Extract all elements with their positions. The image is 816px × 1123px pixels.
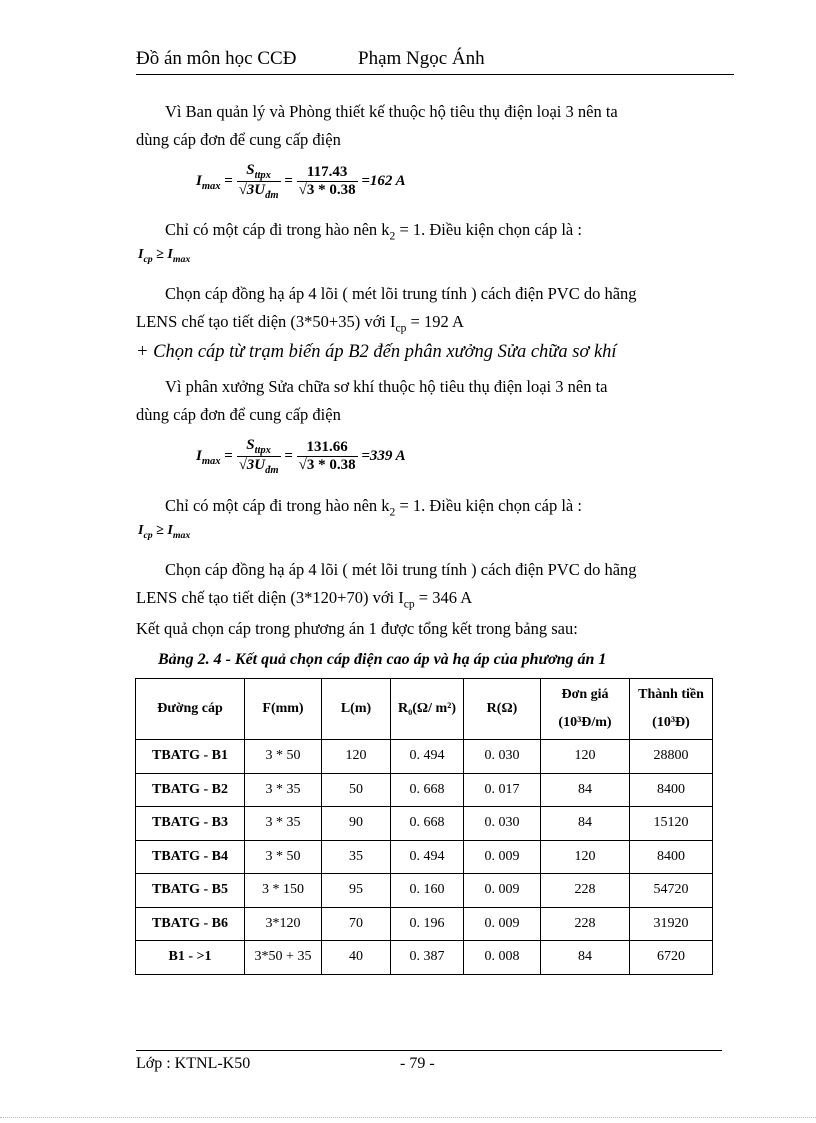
paragraph-line: dùng cáp đơn để cung cấp điện: [136, 405, 341, 424]
header-course: Đồ án môn học CCĐ: [136, 48, 297, 69]
formula-result: =162 A: [361, 172, 406, 189]
fraction-numeric: $\frac{117.43}{√3 * 0.38}$: [298, 164, 356, 198]
col-header: L(m): [322, 679, 391, 740]
formula-result: =339 A: [361, 447, 406, 464]
page-edge-divider: [0, 1117, 816, 1118]
col-header: R₀(Ω/ m²): [391, 679, 464, 740]
paragraph-line: Vì Ban quản lý và Phòng thiết kế thuộc hộ tiêu thụ điện loại 3 nên ta: [165, 102, 618, 121]
col-header: Đơn giá (10³Đ/m): [541, 679, 630, 740]
page-footer: [136, 1050, 722, 1072]
fraction-numeric: $\frac{131.66}{√3 * 0.38}$: [298, 439, 356, 473]
section-heading: + Chọn cáp từ trạm biến áp B2 đến phân xưởng Sửa chữa sơ khí: [136, 342, 617, 362]
col-header: R(Ω): [464, 679, 541, 740]
col-header: Đường cáp: [136, 679, 245, 740]
header-author: Phạm Ngọc Ánh: [358, 48, 485, 69]
formula-current-2: $I_{max}$ = $\frac{S_{ttpx}}{√3U_{đm}}$ = $\frac{131.66}{√3 * 0.38}$ =339 A: [196, 437, 406, 476]
summary-line: Kết quả chọn cáp trong phương án 1 được tổng kết trong bảng sau:: [136, 619, 578, 638]
table-row: TBATG - B2 3 * 35 50 0. 668 0. 017 84 8400: [136, 773, 713, 807]
table-row: TBATG - B4 3 * 50 35 0. 494 0. 009 120 8400: [136, 840, 713, 874]
page-number: - 79 -: [400, 1055, 435, 1072]
inequality: $I_{cp} \ge I_{max}$: [138, 523, 191, 541]
footer-class: Lớp : KTNL-K50: [136, 1055, 251, 1072]
table-caption: Bảng 2. 4 - Kết quả chọn cáp điện cao áp và hạ áp của phương án 1: [158, 651, 607, 668]
page-header: [136, 48, 734, 75]
formula-current-1: $I_{max}$ = $\frac{S_{ttpx}}{√3U_{đm}}$ = $\frac{117.43}{√3 * 0.38}$ =162 A: [196, 162, 406, 201]
fraction-symbolic: $\frac{S_{ttpx}}{√3U_{đm}}$: [238, 162, 279, 201]
table-row: TBATG - B6 3*120 70 0. 196 0. 009 228 31920: [136, 907, 713, 941]
paragraph-line: Chọn cáp đồng hạ áp 4 lõi ( mét lõi trung tính ) cách điện PVC do hãng: [165, 560, 637, 579]
inequality: $I_{cp} \ge I_{max}$: [138, 247, 191, 265]
table-row: TBATG - B5 3 * 150 95 0. 160 0. 009 228 54720: [136, 874, 713, 908]
condition-line: Chỉ có một cáp đi trong hào nên $k_2 = 1$. Điều kiện chọn cáp là :: [165, 220, 582, 243]
table-header-row: [136, 679, 713, 740]
col-header: F(mm): [245, 679, 322, 740]
fraction-symbolic: $\frac{S_{ttpx}}{√3U_{đm}}$: [238, 437, 279, 476]
table-row: B1 - >1 3*50 + 35 40 0. 387 0. 008 84 6720: [136, 941, 713, 975]
paragraph-line: Chọn cáp đồng hạ áp 4 lõi ( mét lõi trung tính ) cách điện PVC do hãng: [165, 284, 637, 303]
col-header: Thành tiền (10³Đ): [630, 679, 713, 740]
paragraph-line: dùng cáp đơn để cung cấp điện: [136, 130, 341, 149]
results-table: [135, 678, 713, 975]
paragraph-line: Vì phân xưởng Sửa chữa sơ khí thuộc hộ tiêu thụ điện loại 3 nên ta: [165, 377, 608, 396]
table-row: TBATG - B3 3 * 35 90 0. 668 0. 030 84 15120: [136, 807, 713, 841]
table-row: TBATG - B1 3 * 50 120 0. 494 0. 030 120 28800: [136, 740, 713, 774]
condition-line: Chỉ có một cáp đi trong hào nên $k_2 = 1$. Điều kiện chọn cáp là :: [165, 496, 582, 519]
paragraph-line: LENS chế tạo tiết diện (3*50+35) với $I_{cp} = 192$ A: [136, 312, 464, 335]
paragraph-line: LENS chế tạo tiết diện (3*120+70) với $I_{cp} = 346$ A: [136, 588, 473, 611]
